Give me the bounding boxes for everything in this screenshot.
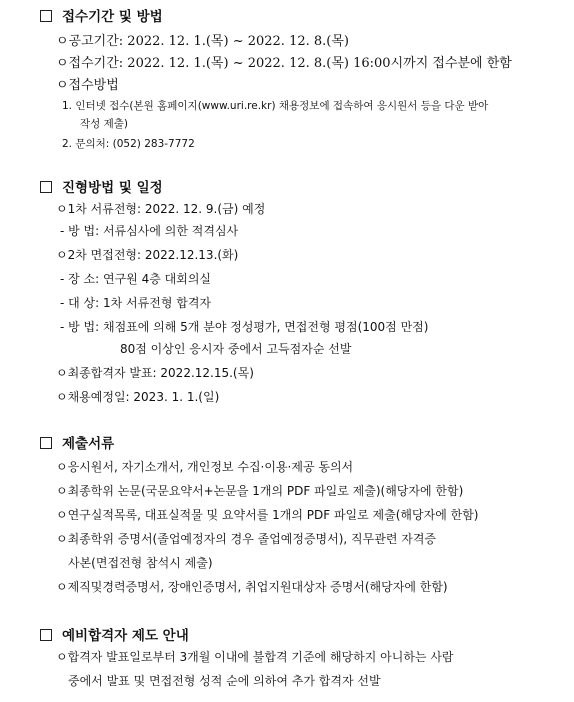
notice-period-line: ㅇ공고기간: 2022. 12. 1.(목) ~ 2022. 12. 8.(목) [56, 34, 349, 49]
application-method-line: ㅇ접수방법 [56, 78, 119, 93]
final-announcement-line: ㅇ최종합격자 발표: 2022.12.15.(목) [56, 366, 254, 380]
section-title-text: 예비합격자 제도 안내 [62, 628, 189, 644]
interview-line: ㅇ2차 면접전형: 2022.12.13.(화) [56, 248, 239, 262]
hiring-date-line: ㅇ채용예정일: 2023. 1. 1.(일) [56, 390, 220, 404]
checkbox-square-icon [40, 437, 52, 449]
document-screening-line: ㅇ1차 서류전형: 2022. 12. 9.(금) 예정 [56, 202, 266, 216]
application-period-line: ㅇ접수기간: 2022. 12. 1.(목) ~ 2022. 12. 8.(목) 16:00시까지 접수분에 한함 [56, 56, 512, 71]
reserve-line-1: ㅇ합격자 발표일로부터 3개월 이내에 불합격 기준에 해당하지 아니하는 사람 [56, 650, 454, 664]
document-method-line: - 방 법: 서류심사에 의한 적격심사 [60, 224, 239, 238]
interview-target-line: - 대 상: 1차 서류전형 합격자 [60, 296, 212, 310]
contact-line: 2. 문의처: (052) 283-7772 [62, 138, 195, 150]
documents-line-4-cont: 사본(면접전형 참석시 제출) [68, 556, 213, 570]
internet-application-line: 1. 인터넷 접수(본원 홈페이지(www.uri.re.kr) 채용정보에 접속하여 응시원서 등을 다운 받아 [62, 100, 489, 112]
documents-line-1: ㅇ응시원서, 자기소개서, 개인정보 수집·이용·제공 동의서 [56, 460, 354, 474]
documents-line-2: ㅇ최종학위 논문(국문요약서+논문을 1개의 PDF 파일로 제출)(해당자에 한함) [56, 484, 464, 498]
checkbox-square-icon [40, 181, 52, 193]
checkbox-square-icon [40, 10, 52, 22]
section-title-text: 접수기간 및 방법 [62, 9, 163, 25]
interview-method-line: - 방 법: 채점표에 의해 5개 분야 정성평가, 면접전형 평점(100점 만점) [60, 320, 429, 334]
documents-line-4: ㅇ최종학위 증명서(졸업예정자의 경우 졸업예정증명서), 직무관련 자격증 [56, 532, 437, 546]
internet-application-line-cont: 작성 제출) [80, 118, 129, 130]
documents-line-5: ㅇ제직및경력증명서, 장애인증명서, 취업지원대상자 증명서(해당자에 한함) [56, 580, 448, 594]
section-title-process [40, 176, 163, 196]
section-title-text: 진형방법 및 일정 [62, 180, 163, 196]
documents-line-3: ㅇ연구실적목록, 대표실적물 및 요약서를 1개의 PDF 파일로 제출(해당자에 한함) [56, 508, 479, 522]
reserve-line-2: 중에서 발표 및 면접전형 성적 순에 의하여 추가 합격자 선발 [68, 674, 381, 688]
checkbox-square-icon [40, 629, 52, 641]
interview-method-line-cont: 80점 이상인 응시자 중에서 고득점자순 선발 [120, 342, 352, 356]
section-title-application [40, 5, 163, 25]
interview-place-line: - 장 소: 연구원 4층 대회의실 [60, 272, 212, 286]
section-title-reserve [40, 624, 189, 644]
section-title-text: 제출서류 [62, 436, 115, 452]
section-title-documents [40, 432, 114, 452]
